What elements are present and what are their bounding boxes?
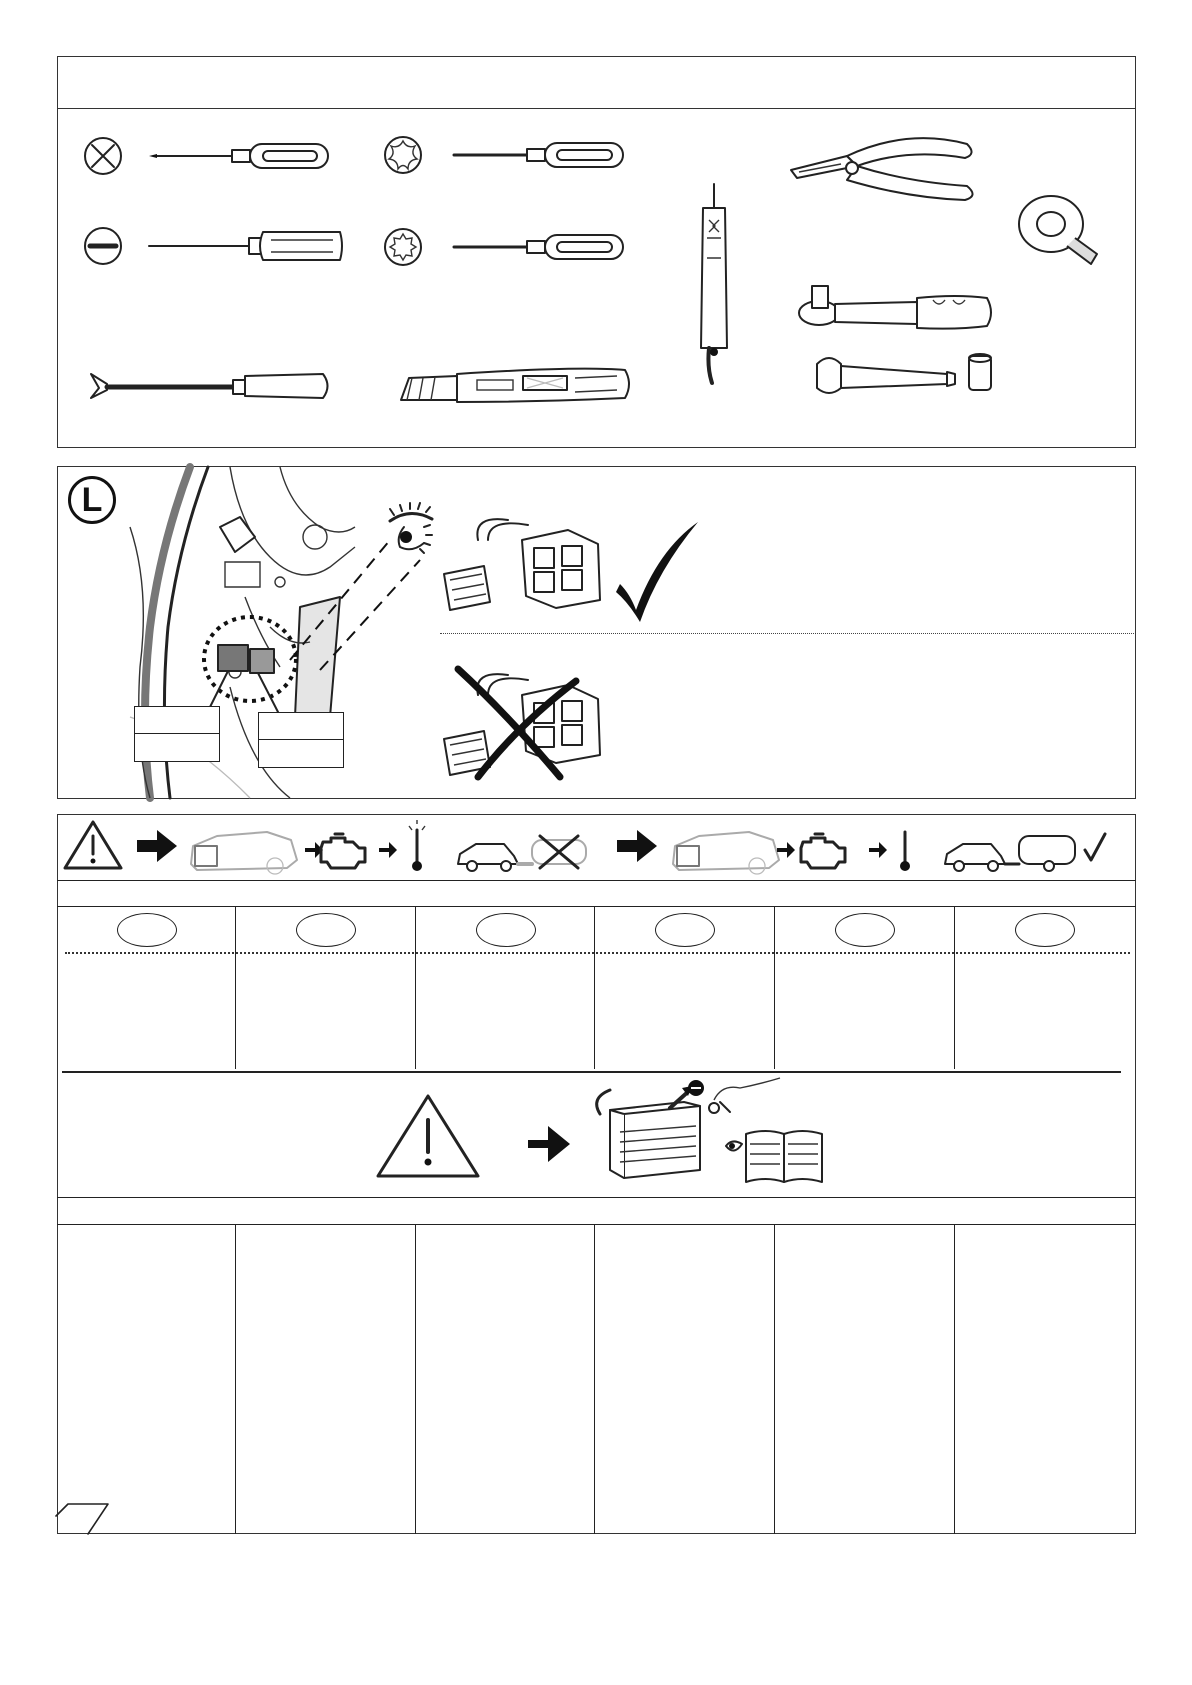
car-front-icon: [191, 832, 297, 874]
column-badge: [655, 913, 715, 947]
warning-triangle-icon-2: [378, 1096, 478, 1176]
section-letter-badge: L: [68, 476, 116, 524]
settings-dotted-rule: [65, 952, 1130, 954]
phillips-screwdriver-icon: [85, 138, 328, 174]
column-badge: [1015, 913, 1075, 947]
utility-knife-icon: [401, 369, 629, 402]
insulating-tape-icon: [1019, 196, 1097, 264]
battery-disconnect-strip: [370, 1078, 830, 1188]
settings-col-4: [595, 907, 775, 1069]
column-badge: [117, 913, 177, 947]
tools-illustration: [57, 108, 1136, 448]
settings-col-3: [416, 907, 595, 1069]
car-front-icon-2: [673, 832, 779, 874]
callout-box-right: [258, 712, 344, 768]
car-with-trailer-icon: [945, 834, 1105, 871]
negative-terminal-icon: [688, 1080, 704, 1096]
tools-header-band: [58, 57, 1135, 109]
arrow-right-icon: [137, 830, 177, 862]
column-badge: [835, 913, 895, 947]
result-divider: [440, 633, 1134, 634]
connector-incorrect-illustration: [438, 665, 608, 785]
callout-box-left-divider: [134, 733, 220, 734]
warnings-col-3: [416, 1225, 595, 1534]
test-lamp-icon: [701, 184, 727, 383]
procedure-strip: [57, 816, 1136, 878]
eye-icon: [384, 505, 444, 565]
warnings-table-header: [57, 1197, 1136, 1225]
ratchet-wrench-icon: [799, 286, 991, 329]
warnings-col-4: [595, 1225, 775, 1534]
socket-extension-icon: [817, 354, 991, 393]
battery-icon: [597, 1086, 700, 1178]
spline-screwdriver-icon: [385, 229, 623, 265]
callout-box-right-divider: [258, 739, 344, 740]
connector-correct-illustration: [438, 510, 698, 630]
arrow-right-icon-2: [528, 1126, 570, 1162]
warnings-col-6: [955, 1225, 1136, 1534]
flat-screwdriver-icon: [85, 228, 342, 264]
page-corner-mark: [54, 1502, 114, 1538]
manual-book-icon: [726, 1131, 822, 1182]
pliers-icon: [791, 138, 973, 200]
trim-removal-tool-icon: [91, 374, 328, 398]
callout-box-left: [134, 706, 220, 762]
engine-warning-icon-2: [801, 834, 845, 868]
column-badge: [476, 913, 536, 947]
settings-col-1: [57, 907, 236, 1069]
car-with-trailer-crossed-icon: [458, 836, 586, 871]
warnings-col-1: [57, 1225, 236, 1534]
settings-col-2: [236, 907, 416, 1069]
torx-screwdriver-icon: [385, 137, 623, 173]
warnings-col-5: [775, 1225, 955, 1534]
temperature-icon-2: [900, 832, 910, 871]
warnings-table-columns: [57, 1225, 1136, 1534]
settings-table-header: [57, 880, 1136, 907]
settings-col-6: [955, 907, 1136, 1069]
warnings-col-2: [236, 1225, 416, 1534]
settings-bottom-rule: [62, 1071, 1121, 1073]
warning-triangle-icon: [65, 822, 121, 868]
column-badge: [296, 913, 356, 947]
temperature-icon: [409, 820, 425, 871]
hand-with-clamp-icon: [709, 1078, 780, 1113]
engine-warning-icon: [321, 834, 365, 868]
settings-col-5: [775, 907, 955, 1069]
settings-table-columns: [57, 907, 1136, 1069]
